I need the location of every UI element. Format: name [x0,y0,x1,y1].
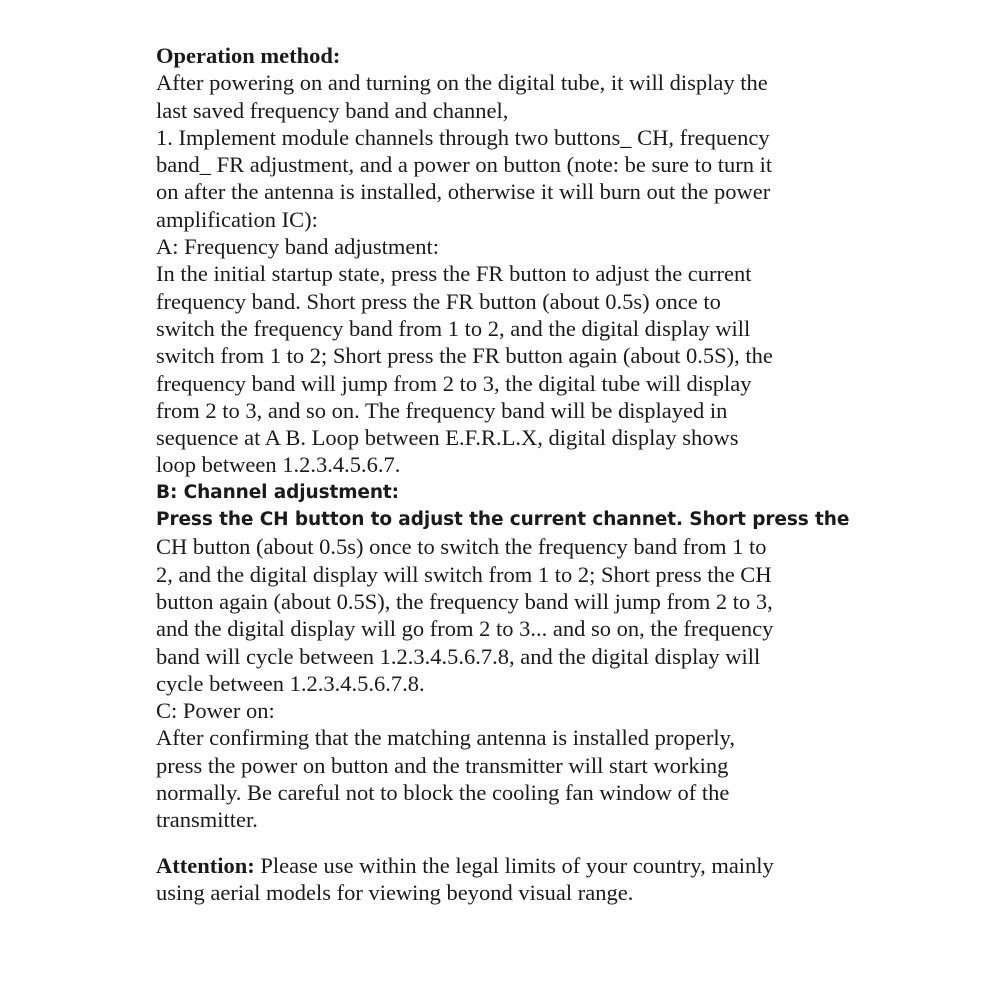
section-b-lead: Press the CH button to adjust the current channet. Short press the [156,509,850,531]
section-a-title: A: Frequency band adjustment: [156,234,440,260]
operation-document [156,42,856,906]
attention-line: using aerial models for viewing beyond visual range. [156,879,634,905]
section-b-line: and the digital display will go from 2 to 3... and so on, the frequency [156,616,774,642]
section-a-line: sequence at A B. Loop between E.F.R.L.X, digital display shows [156,425,739,451]
section-a-line: In the initial startup state, press the FR button to adjust the current [156,261,752,287]
paragraph-spacer [156,834,856,852]
intro-line: After powering on and turning on the digital tube, it will display the [156,70,768,96]
section-b-line: cycle between 1.2.3.4.5.6.7.8. [156,670,425,696]
attention-text: Please use within the legal limits of your country, mainly [254,852,774,878]
section-a-line: switch the frequency band from 1 to 2, and the digital display will [156,315,751,341]
section-b-line: CH button (about 0.5s) once to switch the frequency band from 1 to [156,534,767,560]
item1-line: band_ FR adjustment, and a power on button (note: be sure to turn it [156,152,773,178]
section-a-line: frequency band. Short press the FR button (about 0.5s) once to [156,288,721,314]
section-b-line: 2, and the digital display will switch from 1 to 2; Short press the CH [156,561,772,587]
item1-line: amplification IC): [156,206,318,232]
item1-line: on after the antenna is installed, otherwise it will burn out the power [156,179,771,205]
section-c-line: transmitter. [156,807,258,833]
item1-line: 1. Implement module channels through two buttons_ CH, frequency [156,124,770,150]
section-c-line: press the power on button and the transmitter will start working [156,752,729,778]
section-b-title: B: Channel adjustment: [156,481,399,503]
section-b-line: button again (about 0.5S), the frequency band will jump from 2 to 3, [156,588,773,614]
section-a-line: frequency band will jump from 2 to 3, the digital tube will display [156,370,752,396]
page-title: Operation method: [156,43,341,68]
section-a-line: from 2 to 3, and so on. The frequency band will be displayed in [156,397,728,423]
section-c-title: C: Power on: [156,698,275,724]
intro-line: last saved frequency band and channel, [156,97,509,123]
section-b-line: band will cycle between 1.2.3.4.5.6.7.8, and the digital display will [156,643,761,669]
section-c-line: After confirming that the matching antenna is installed properly, [156,725,735,751]
attention-note [156,852,856,879]
section-c-line: normally. Be careful not to block the cooling fan window of the [156,780,730,806]
attention-label: Attention: [156,852,255,878]
section-a-line: switch from 1 to 2; Short press the FR button again (about 0.5S), the [156,343,773,369]
section-a-line: loop between 1.2.3.4.5.6.7. [156,452,401,478]
